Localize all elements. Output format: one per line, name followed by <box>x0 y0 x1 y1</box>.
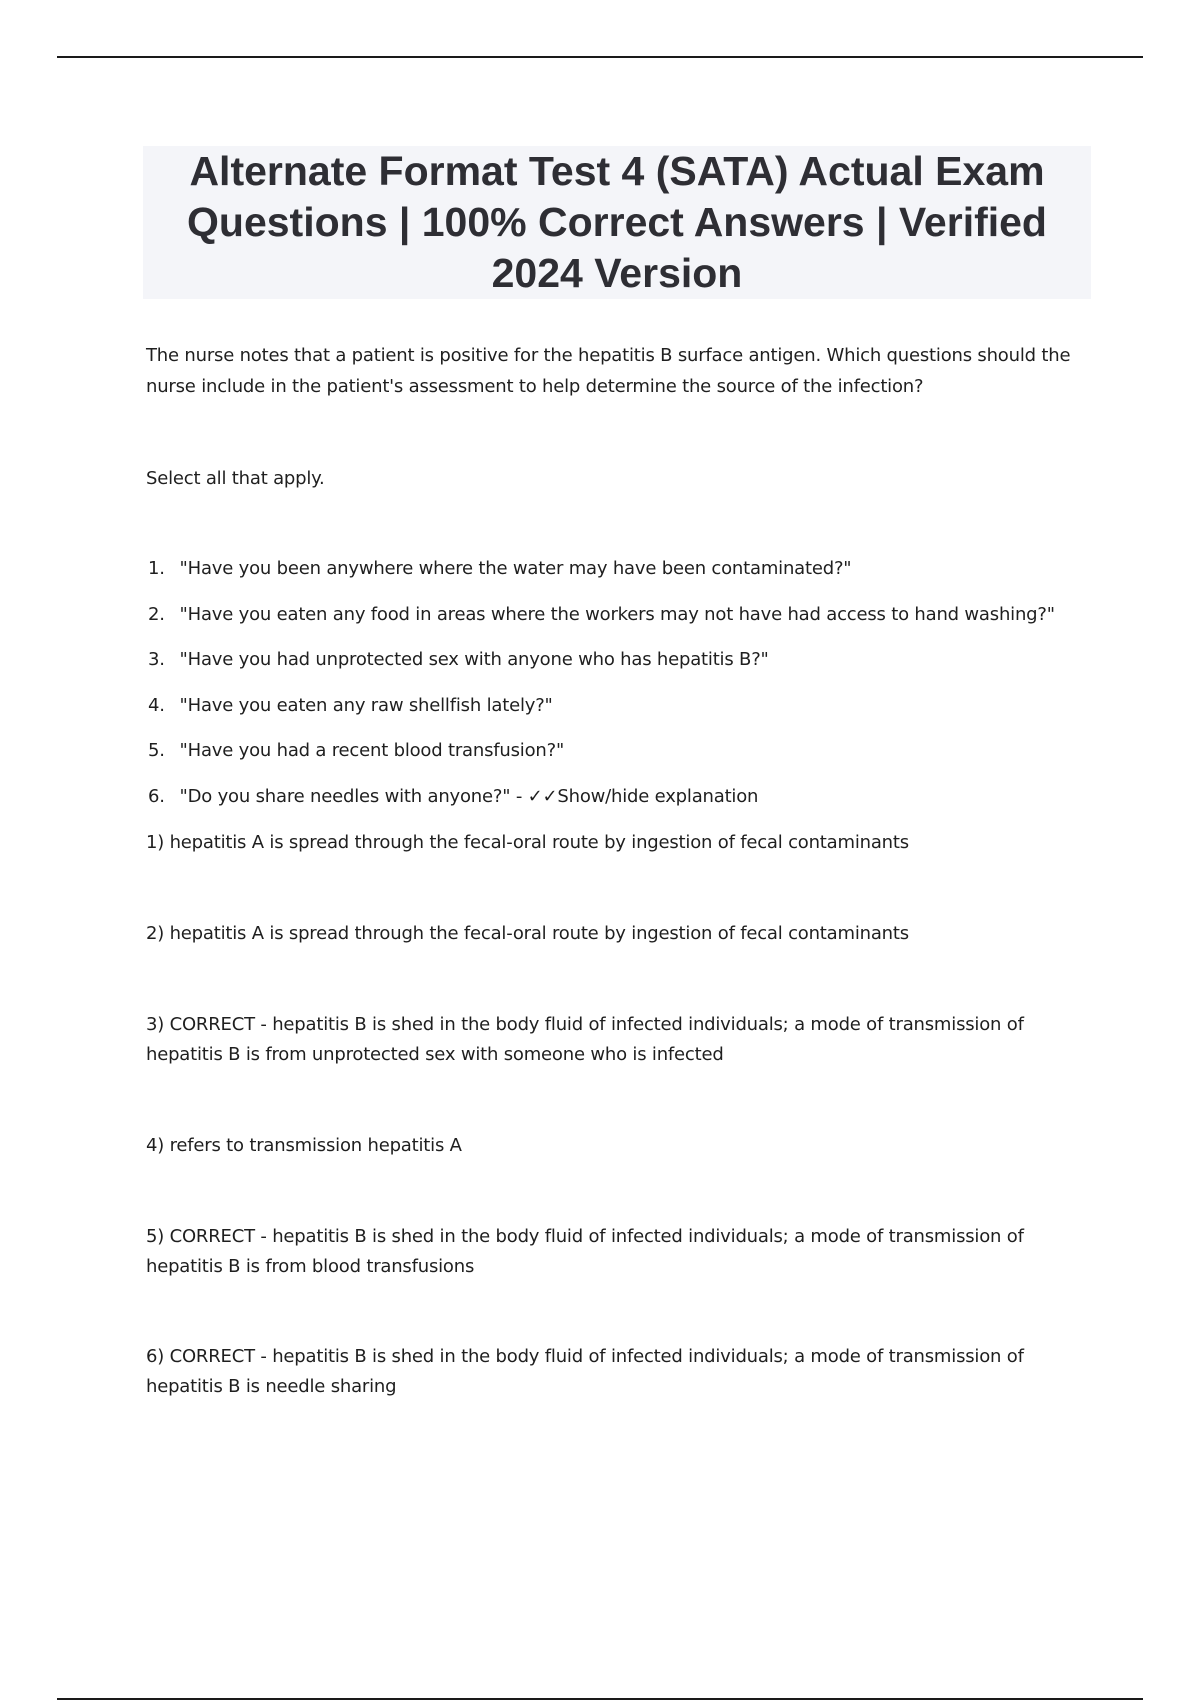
option-text: "Have you had a recent blood transfusion?" <box>179 740 565 762</box>
answer-option <box>148 735 1108 781</box>
option-number: 5. <box>148 740 165 762</box>
explanation-2: 2) hepatitis A is spread through the fecal-oral route by ingestion of fecal contaminants <box>146 923 909 944</box>
explanation-4: 4) refers to transmission hepatitis A <box>146 1135 462 1156</box>
explanation-6: 6) CORRECT - hepatitis B is shed in the body fluid of infected individuals; a mode of transmission of hepatitis B is needle sharing <box>146 1346 1024 1397</box>
explanation-5: 5) CORRECT - hepatitis B is shed in the body fluid of infected individuals; a mode of transmission of hepatitis B is from blood transfusions <box>146 1226 1024 1277</box>
answer-option <box>148 553 1108 599</box>
explanation-3: 3) CORRECT - hepatitis B is shed in the body fluid of infected individuals; a mode of transmission of hepatitis B is from unprotected sex with someone who is infected <box>146 1014 1024 1065</box>
answer-option <box>148 644 1108 690</box>
document-title: Alternate Format Test 4 (SATA) Actual Exam Questions | 100% Correct Answers | Verified 2024 Version <box>187 148 1047 296</box>
answer-option <box>148 599 1108 645</box>
option-text: "Have you had unprotected sex with anyone who has hepatitis B?" <box>179 649 769 671</box>
option-number: 3. <box>148 649 165 671</box>
header-divider <box>57 56 1143 58</box>
explanation-1: 1) hepatitis A is spread through the fecal-oral route by ingestion of fecal contaminants <box>146 832 909 853</box>
question-text: The nurse notes that a patient is positive for the hepatitis B surface antigen. Which questions should the nurse include in the patient's assessment to help determine the source of the infection? <box>146 345 1071 397</box>
option-text: "Have you eaten any raw shellfish lately?" <box>179 694 553 716</box>
option-text: "Have you been anywhere where the water may have been contaminated?" <box>179 558 852 579</box>
instruction-text: Select all that apply. <box>146 468 325 489</box>
option-text: "Do you share needles with anyone?" - ✓✓Show/hide explanation <box>179 785 759 807</box>
option-number: 1. <box>148 558 165 579</box>
answer-option <box>148 690 1108 736</box>
answer-option <box>148 781 1108 827</box>
option-text: "Have you eaten any food in areas where the workers may not have had access to hand washing?" <box>179 603 1055 625</box>
option-number: 4. <box>148 694 165 716</box>
option-number: 2. <box>148 603 165 625</box>
title-banner <box>143 146 1091 299</box>
answer-options-list <box>148 553 1108 827</box>
option-number: 6. <box>148 785 165 807</box>
